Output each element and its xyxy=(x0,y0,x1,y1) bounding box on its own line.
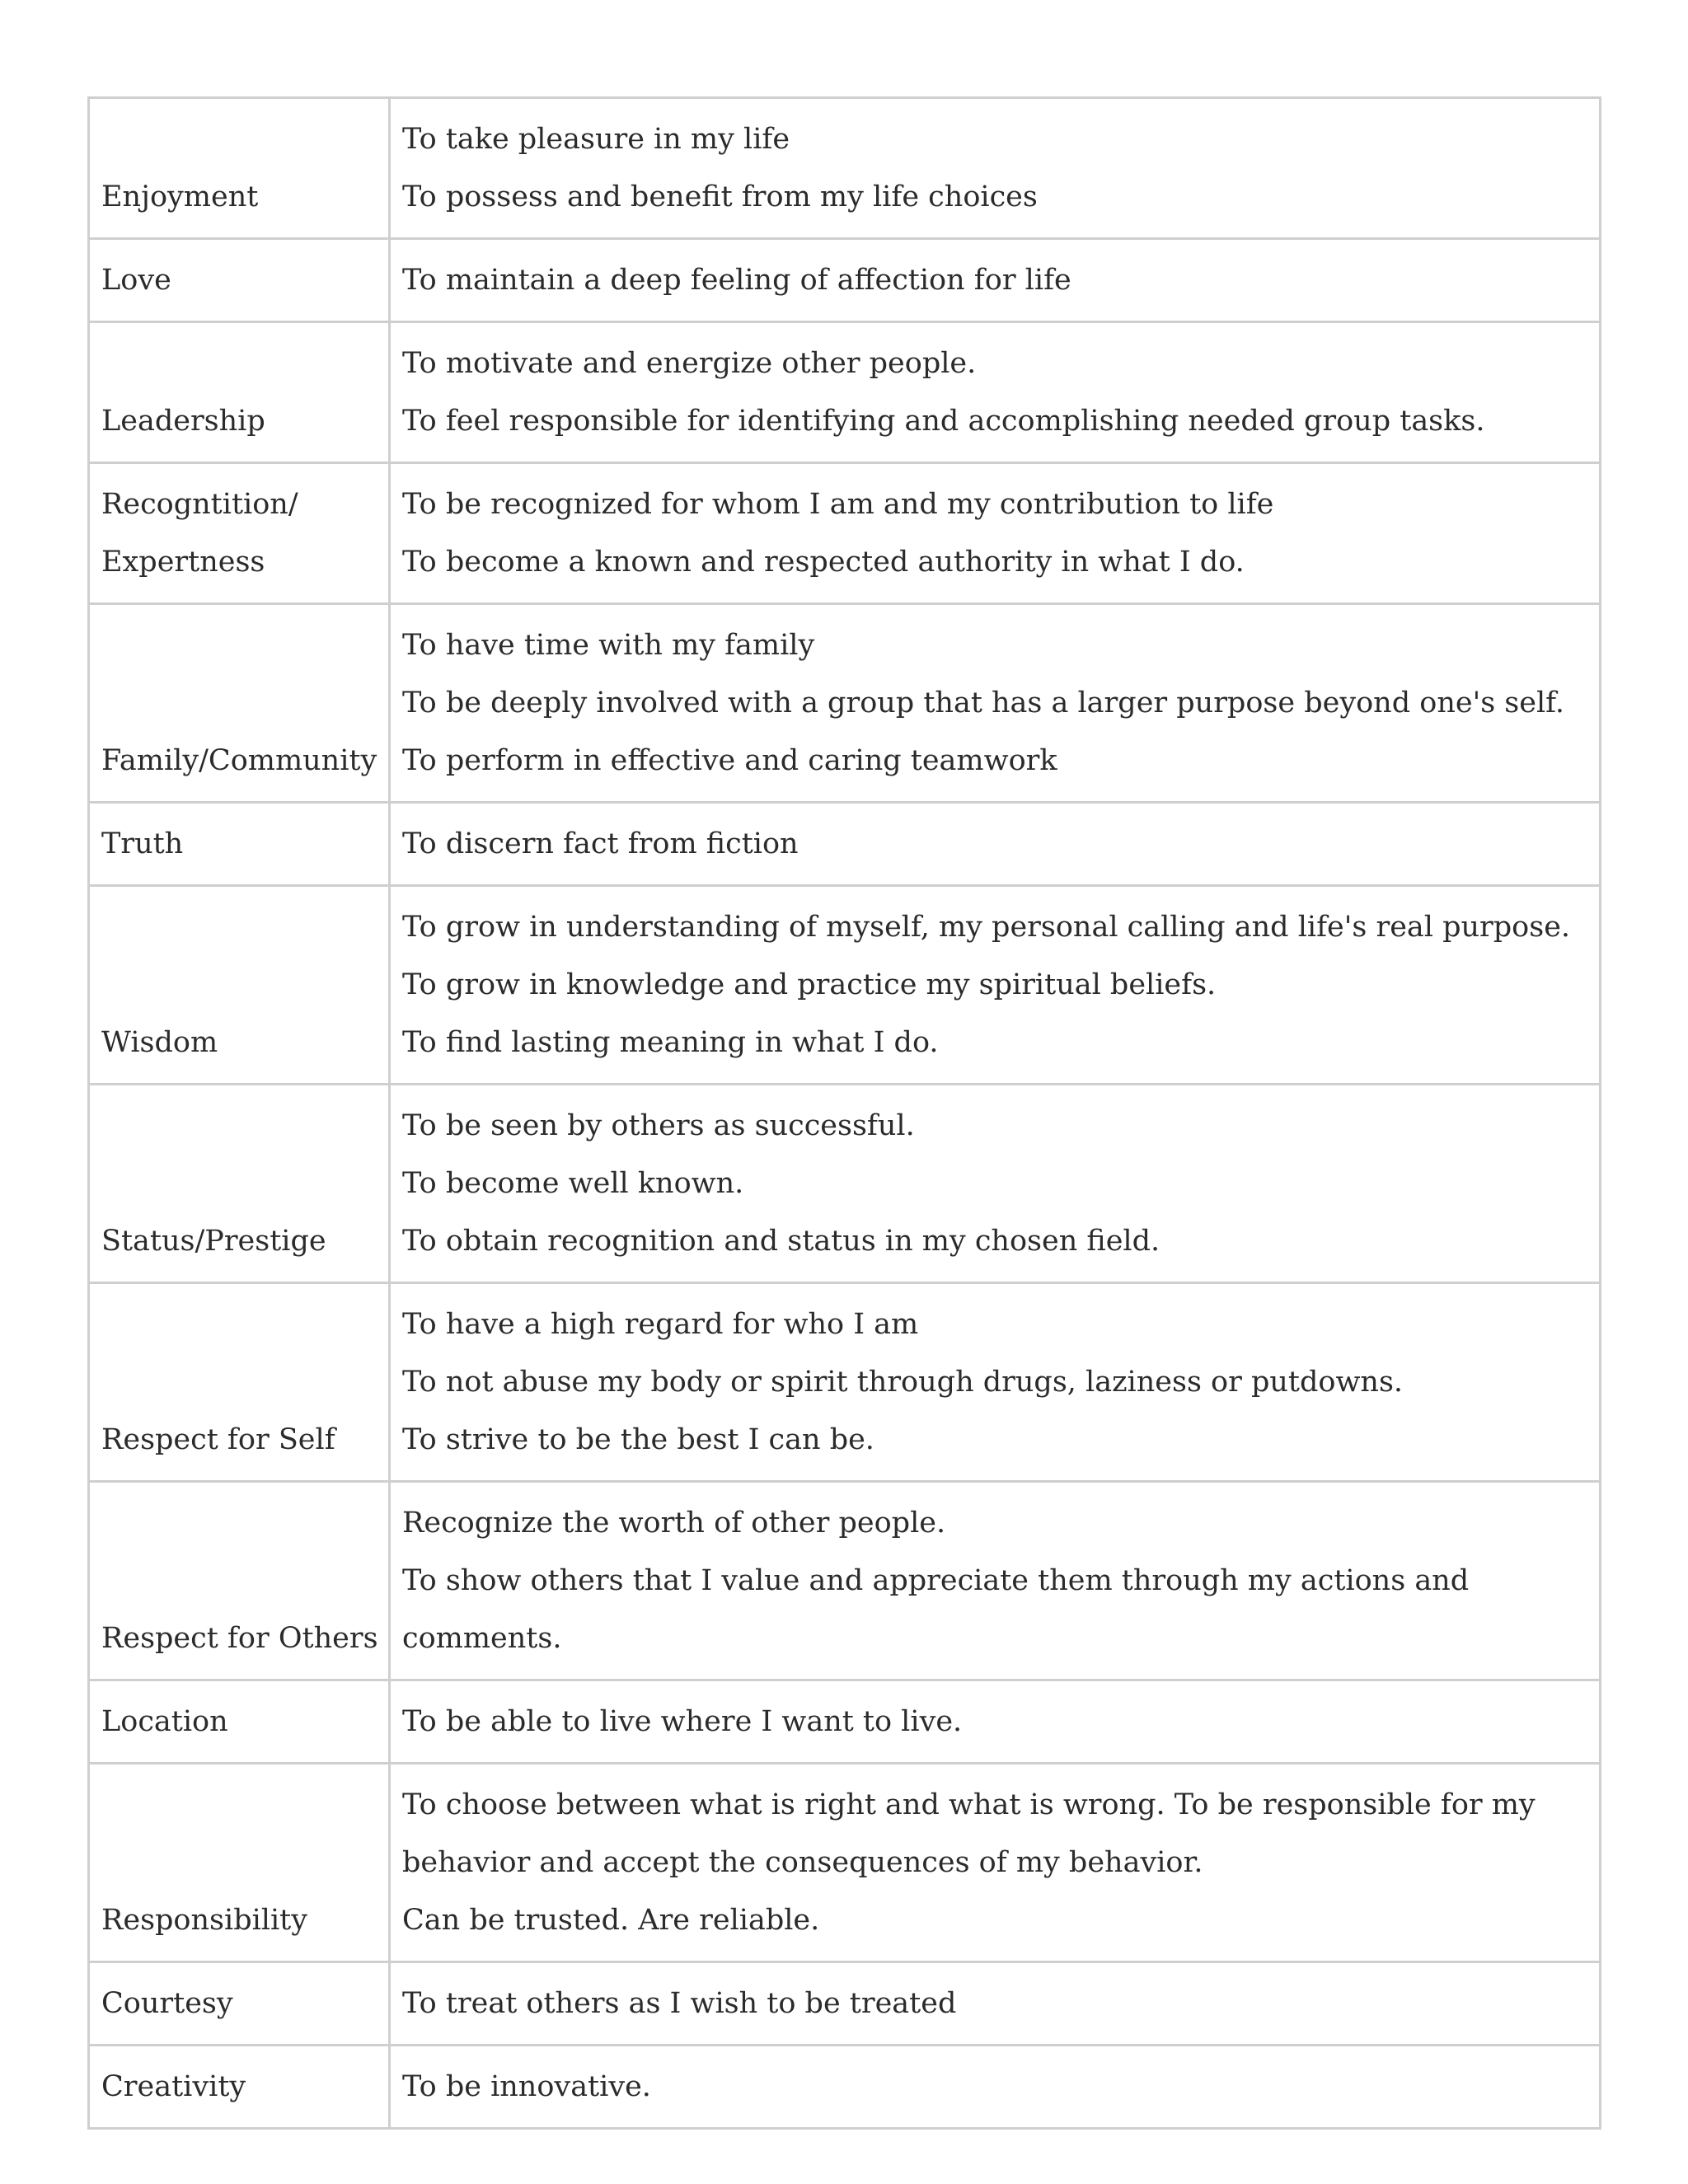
description-line: To have a high regard for who I am xyxy=(402,1308,919,1341)
description-line: To be seen by others as successful. xyxy=(402,1109,915,1142)
values-table xyxy=(87,96,1601,2130)
table-row xyxy=(89,604,1601,803)
value-name-cell: Respect for Others xyxy=(89,1482,390,1680)
value-name-cell: Leadership xyxy=(89,322,390,463)
description-line: To not abuse my body or spirit through drugs, laziness or putdowns. xyxy=(402,1366,1404,1399)
description-line: To be deeply involved with a group that has a larger purpose beyond one's self. xyxy=(402,687,1564,719)
value-name-cell: Creativity xyxy=(89,2046,390,2129)
description-line: To motivate and energize other people. xyxy=(402,347,977,380)
description-line: To discern fact from fiction xyxy=(402,827,799,860)
description-line: To become well known. xyxy=(402,1167,744,1200)
value-name-cell: Truth xyxy=(89,803,390,886)
table-row xyxy=(89,2046,1601,2129)
value-name-cell: Location xyxy=(89,1680,390,1764)
value-name-cell xyxy=(89,463,390,604)
description-line: To show others that I value and appreciate them through my actions and comments. xyxy=(402,1564,1470,1655)
table-row xyxy=(89,463,1601,604)
table-row xyxy=(89,886,1601,1085)
value-description-cell xyxy=(390,1283,1601,1482)
value-name-cell: Responsibility xyxy=(89,1764,390,1962)
value-name-cell: Status/Prestige xyxy=(89,1085,390,1283)
description-line: To possess and benefit from my life choices xyxy=(402,180,1038,213)
table-row xyxy=(89,239,1601,322)
description-line: To maintain a deep feeling of affection for life xyxy=(402,264,1071,297)
description-line: To be innovative. xyxy=(402,2070,651,2103)
table-row xyxy=(89,1283,1601,1482)
description-line: To become a known and respected authority in what I do. xyxy=(402,546,1245,579)
value-name-cell: Courtesy xyxy=(89,1962,390,2046)
value-description-cell xyxy=(390,239,1601,322)
value-description-cell xyxy=(390,2046,1601,2129)
table-row xyxy=(89,322,1601,463)
value-description-cell xyxy=(390,604,1601,803)
description-line: Can be trusted. Are reliable. xyxy=(402,1904,820,1937)
description-line: To grow in knowledge and practice my spiritual beliefs. xyxy=(402,968,1217,1001)
description-line: Recognize the worth of other people. xyxy=(402,1507,946,1540)
description-line: To have time with my family xyxy=(402,629,815,662)
description-line: To be recognized for whom I am and my contribution to life xyxy=(402,488,1274,521)
value-name-cell: Wisdom xyxy=(89,886,390,1085)
description-line: To be able to live where I want to live. xyxy=(402,1705,963,1738)
description-line: behavior and accept the consequences of my behavior. xyxy=(402,1846,1203,1879)
description-line: To grow in understanding of myself, my personal calling and life's real purpose. xyxy=(402,911,1571,944)
value-name-cell: Love xyxy=(89,239,390,322)
table-row xyxy=(89,1962,1601,2046)
value-description-cell xyxy=(390,803,1601,886)
table-row xyxy=(89,1085,1601,1283)
table-row xyxy=(89,1482,1601,1680)
table-row xyxy=(89,1680,1601,1764)
values-table-body xyxy=(89,98,1601,2129)
value-description-cell xyxy=(390,322,1601,463)
table-row xyxy=(89,98,1601,239)
value-name-line: Expertness xyxy=(101,546,265,579)
value-name-cell: Family/Community xyxy=(89,604,390,803)
value-description-cell xyxy=(390,1764,1601,1962)
value-name-cell: Enjoyment xyxy=(89,98,390,239)
description-line: To find lasting meaning in what I do. xyxy=(402,1026,939,1059)
table-row xyxy=(89,1764,1601,1962)
value-description-cell xyxy=(390,1680,1601,1764)
description-line: To perform in effective and caring teamwork xyxy=(402,744,1057,777)
value-name-line: Recogntition/ xyxy=(101,488,298,521)
description-line: To strive to be the best I can be. xyxy=(402,1423,874,1456)
value-description-cell xyxy=(390,1962,1601,2046)
value-description-cell xyxy=(390,1482,1601,1680)
value-name-cell: Respect for Self xyxy=(89,1283,390,1482)
description-line: To feel responsible for identifying and accomplishing needed group tasks. xyxy=(402,405,1485,438)
table-row xyxy=(89,803,1601,886)
value-description-cell xyxy=(390,463,1601,604)
description-line: To treat others as I wish to be treated xyxy=(402,1987,957,2020)
value-description-cell xyxy=(390,886,1601,1085)
description-line: To choose between what is right and what is wrong. To be responsible for my xyxy=(402,1788,1536,1821)
value-description-cell xyxy=(390,1085,1601,1283)
description-line: To take pleasure in my life xyxy=(402,123,790,156)
description-line: To obtain recognition and status in my chosen field. xyxy=(402,1225,1160,1258)
value-description-cell xyxy=(390,98,1601,239)
